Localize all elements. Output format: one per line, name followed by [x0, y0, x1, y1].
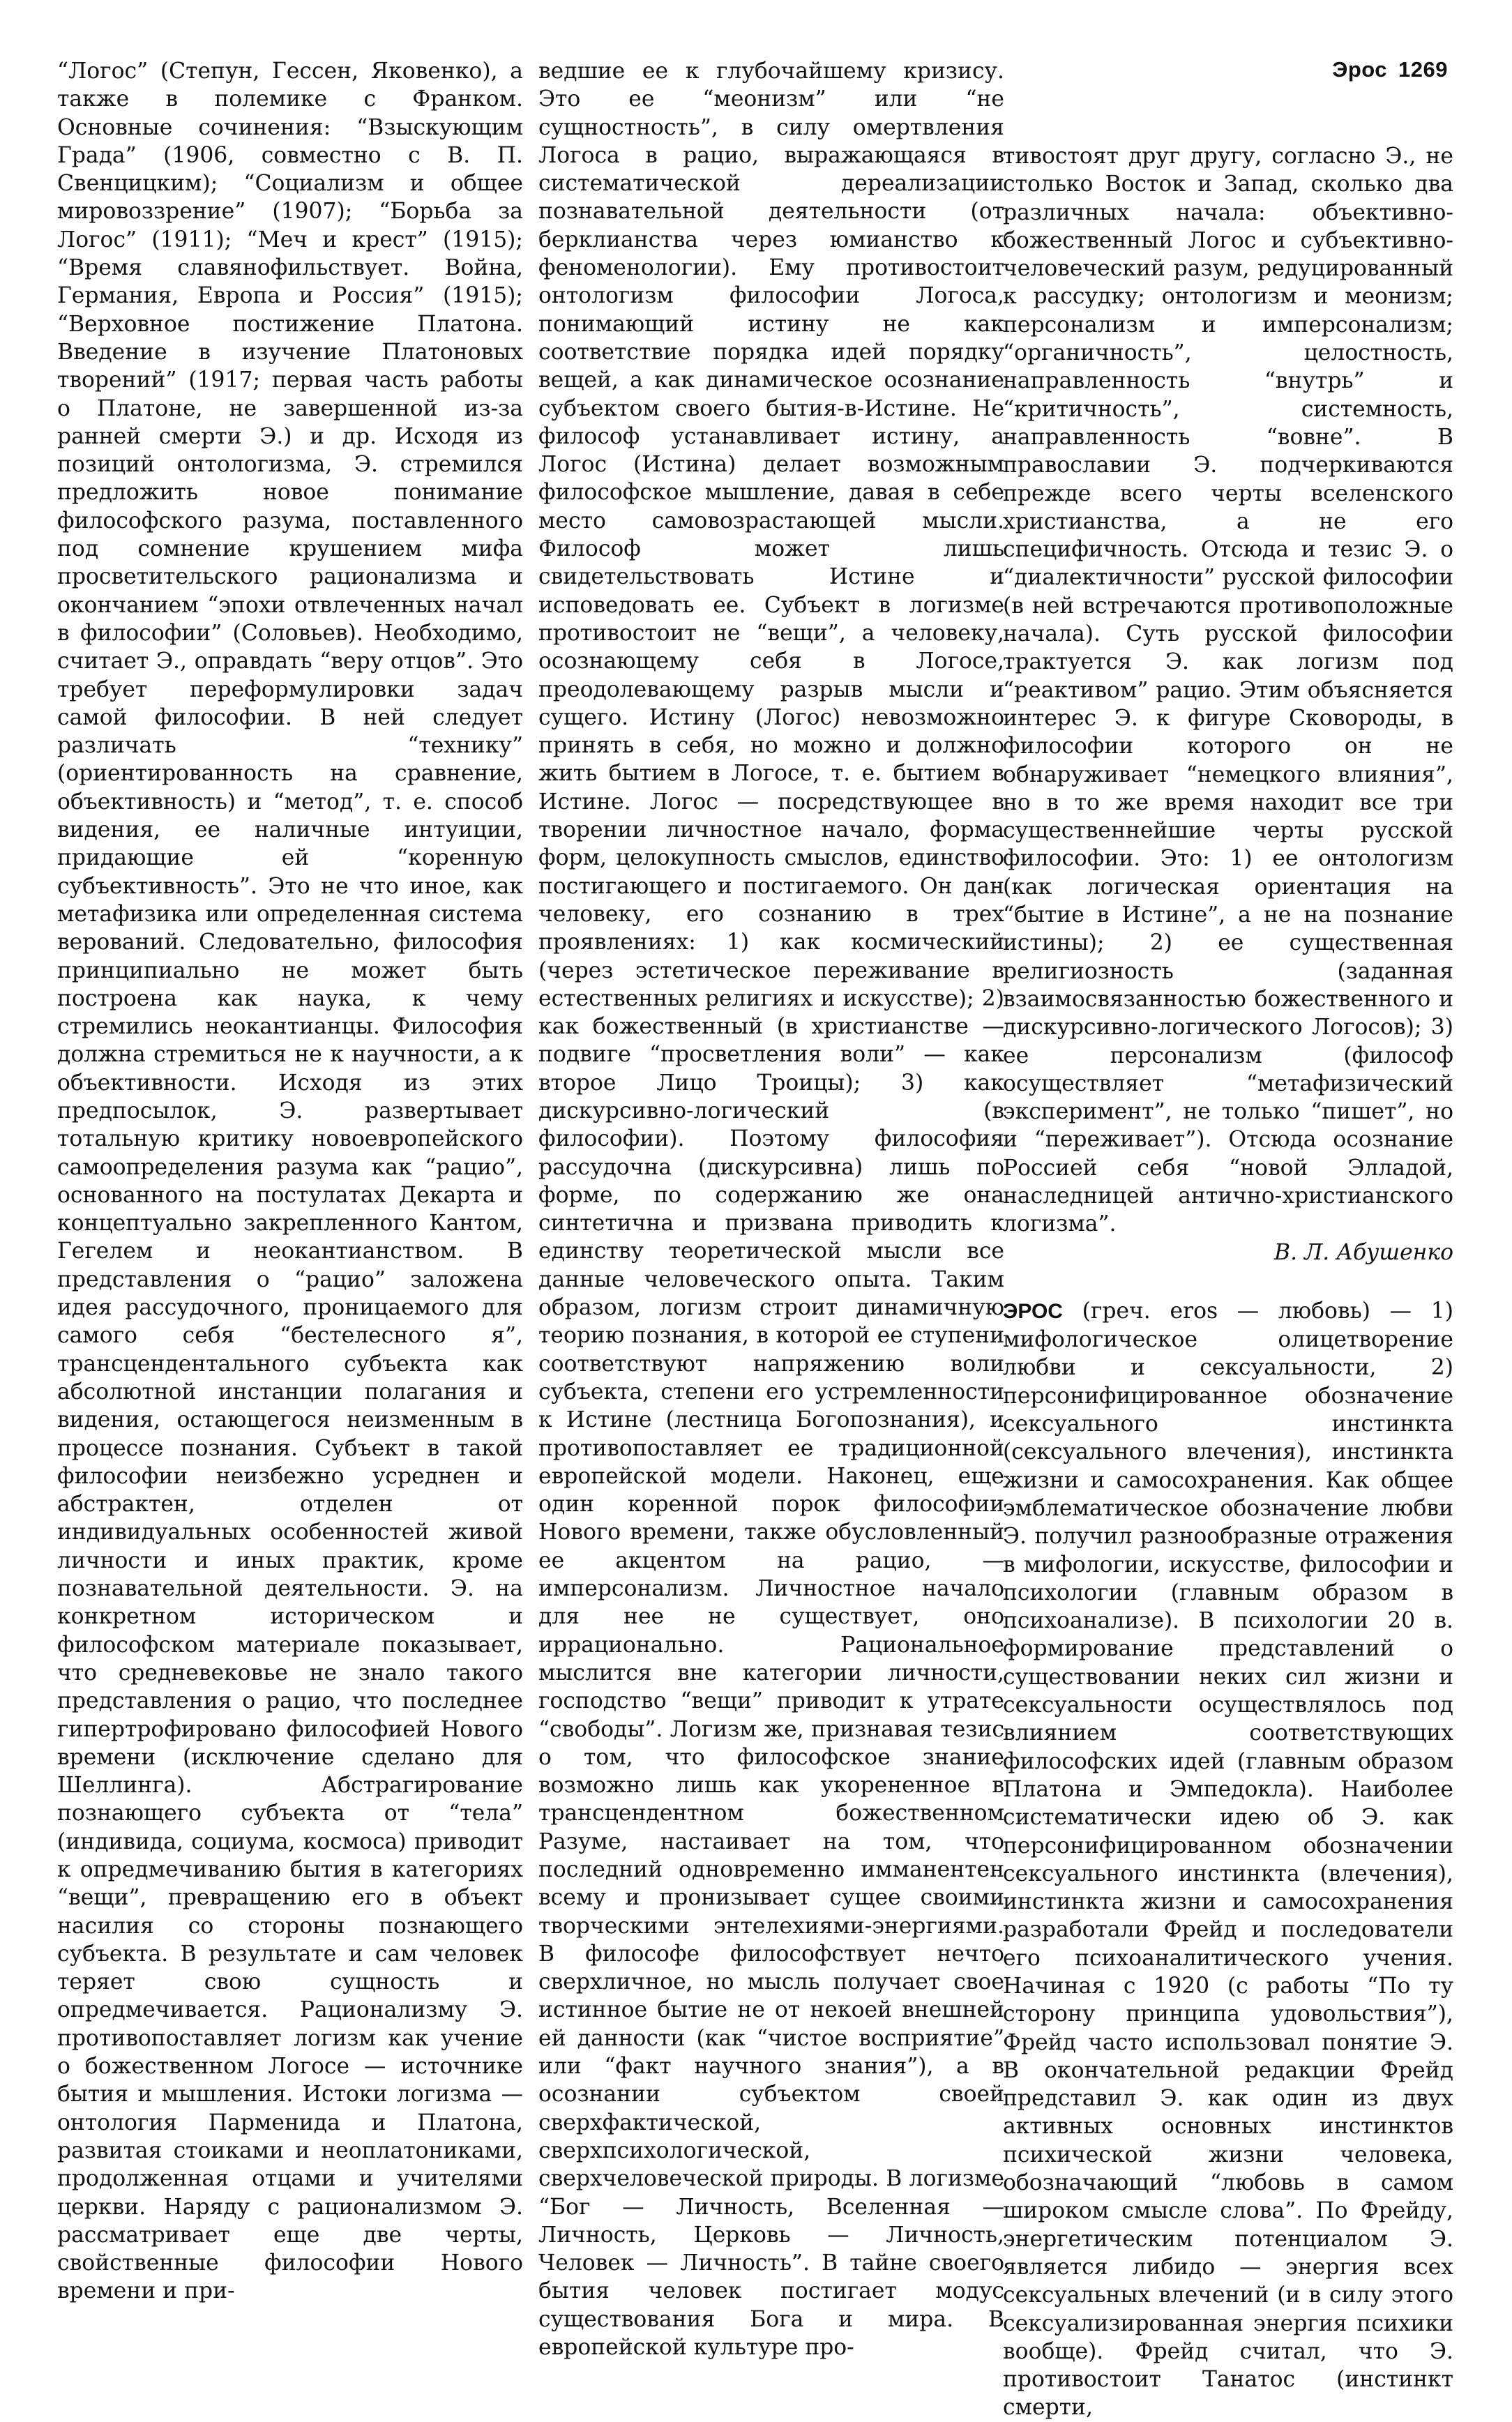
text-column-middle	[538, 57, 1004, 2361]
text-column-right	[1003, 142, 1453, 2422]
running-header	[1332, 57, 1448, 82]
entry-headword: ЭРОС	[1003, 1299, 1063, 1323]
author-signature: В. Л. Абушенко	[1274, 1239, 1453, 1265]
entry-text: (греч. eros — любовь) — 1) мифологическое олицетворение любви и сексуальности, 2) персонифицированное обозначение сексуального инстинкта (сексуального влечения), инстинкта жизни и самосохранения. Как общее эмблематическое обозначение любви Э. получил разнообразные отражения в мифологии, искусстве, философии и психологии (главным образом в психоанализе). В психологии 20 в. формирование представлений о существовании неких сил жизни и сексуальности осуществлялось под влиянием соответствующих философских идей (главным образом Платона и Эмпедокла). Наиболее систематически идею об Э. как персонифицированном обозначении сексуального инстинкта (влечения), инстинкта жизни и самосохранения разработали Фрейд и последователи его психоаналитического учения. Начиная с 1920 (с работы “По ту сторону принципа удовольствия”), Фрейд часто использовал понятие Э. В окончательной редакции Фрейд представил Э. как один из двух активных основных инстинктов психической жизни человека, обозначающий “любовь в самом широком смысле слова”. По Фрейду, энергетическим потенциалом Э. является либидо — энергия всех сексуальных влечений (и в силу этого сексуализированная энергия психики вообще). Фрейд считал, что Э. противостоит Танатос (инстинкт смерти,	[1003, 1298, 1453, 2421]
article-separator	[1003, 1266, 1453, 1297]
page-number: 1269	[1398, 57, 1448, 82]
running-title: Эрос	[1332, 57, 1388, 82]
text-column-left	[57, 57, 523, 2306]
article-paragraph: “Логос” (Степун, Гессен, Яковенко), а также в полемике с Франком. Основные сочинения: “Взыскующим Града” (1906, совместно с В. П. Свенцицким); “Социализм и общее мировоззрение” (1907); “Борьба за Логос” (1911); “Меч и крест” (1915); “Время славянофильствует. Война, Германия, Европа и Россия” (1915); “Верховное постижение Платона. Введение в изучение Платоновых творений” (1917; первая часть работы о Платоне, не завершенной из-за ранней смерти Э.) и др. Исходя из позиций онтологизма, Э. стремился предложить новое понимание философского разума, поставленного под сомнение крушением мифа просветительского рационализма и окончанием “эпохи отвлеченных начал в философии” (Соловьев). Необходимо, считает Э., оправдать “веру отцов”. Это требует переформулировки задач самой философии. В ней следует различать “технику” (ориентированность на сравнение, объективность) и “метод”, т. е. способ видения, ее наличные интуиции, придающие ей “коренную субъективность”. Это не что иное, как метафизика или определенная система верований. Следовательно, философия принципиально не может быть построена как наука, к чему стремились неокантианцы. Философия должна стремиться не к научности, а к объективности. Исходя из этих предпосылок, Э. развертывает тотальную критику новоевропейского самоопределения разума как “рацио”, основанного на постулатах Декарта и концептуально закрепленного Кантом, Гегелем и неокантианством. В представления о “рацио” заложена идея рассудочного, проницаемого для самого себя “бестелесного я”, трансцендентального субъекта как абсолютной инстанции полагания и видения, остающегося неизменным в процессе познания. Субъект в такой философии неизбежно усреднен и абстрактен, отделен от индивидуальных особенностей живой личности и иных практик, кроме познавательной деятельности. Э. на конкретном историческом и философском материале показывает, что средневековье не знало такого представления о рацио, что последнее гипертрофировано философией Нового времени (исключение сделано для Шеллинга). Абстрагирование познающего субъекта от “тела” (индивида, социума, космоса) приводит к опредмечиванию бытия в категориях “вещи”, превращению его в объект насилия со стороны познающего субъекта. В результате и сам человек теряет свою сущность и опредмечивается. Рационализму Э. противопоставляет логизм как учение о божественном Логосе — источнике бытия и мышления. Истоки логизма — онтология Парменида и Платона, развитая стоиками и неоплатониками, продолженная отцами и учителями церкви. Наряду с рационализмом Э. рассматривает еще две черты, свойственные философии Нового времени и при-	[57, 59, 523, 2304]
article-paragraph: тивостоят друг другу, согласно Э., не столько Восток и Запад, сколько два различных начала: объективно-божественный Логос и субъективно-человеческий разум, редуцированный к рассудку; онтологизм и меонизм; персонализм и имперсонализм; “органичность”, целостность, направленность “внутрь” и “критичность”, системность, направленность “вовне”. В православии Э. подчеркиваются прежде всего черты вселенского христианства, а не его специфичность. Отсюда и тезис Э. о “диалектичности” русской философии (в ней встречаются противоположные начала). Суть русской философии трактуется Э. как логизм под “реактивом” рацио. Этим объясняется интерес Э. к фигуре Сковороды, в философии которого он не обнаруживает “немецкого влияния”, но в то же время находит все три существеннейшие черты русской философии. Это: 1) ее онтологизм (как логическая ориентация на “бытие в Истине”, а не на познание истины); 2) ее существенная религиозность (заданная взаимосвязанностью божественного и дискурсивно-логического Логосов); 3) ее персонализм (философ осуществляет “метафизический эксперимент”, не только “пишет”, но и “переживает”). Отсюда осознание Россией себя “новой Элладой, наследницей антично-христианского логизма”.	[1003, 144, 1453, 1237]
article-paragraph: ведшие ее к глубочайшему кризису. Это ее “меонизм” или “не сущностность”, в силу омертвления Логоса в рацио, выражающаяся в систематической дереализации познавательной деятельности (от берклианства через юмианство к феноменологии). Ему противостоит онтологизм философии Логоса, понимающий истину не как соответствие порядка идей порядку вещей, а как динамическое осознание субъектом своего бытия-в-Истине. Не философ устанавливает истину, а Логос (Истина) делает возможным философское мышление, давая в себе место самовозрастающей мысли. Философ может лишь свидетельствовать Истине и исповедовать ее. Субъект в логизме противостоит не “вещи”, а человеку, осознающему себя в Логосе, преодолевающему разрыв мысли и сущего. Истину (Логос) невозможно принять в себя, но можно и должно жить бытием в Логосе, т. е. бытием в Истине. Логос — посредствующее в творении личностное начало, форма форм, целокупность смыслов, единство постигающего и постигаемого. Он дан человеку, его сознанию в трех проявлениях: 1) как космический (через эстетическое переживание в естественных религиях и искусстве); 2) как божественный (в христианстве — подвиге “просветления воли” — как второе Лицо Троицы); 3) как дискурсивно-логический (в философии). Поэтому философия рассудочна (дискурсивна) лишь по форме, по содержанию же она синтетична и призвана приводить к единству теоретической мысли все данные человеческого опыта. Таким образом, логизм строит динамичную теорию познания, в которой ее ступени соответствуют напряжению воли субъекта, степени его устремленности к Истине (лестница Богопознания), и противопоставляет ее традиционной европейской модели. Наконец, еще один коренной порок философии Нового времени, также обусловленный ее акцентом на рацио, — имперсонализм. Личностное начало для нее не существует, оно иррационально. Рациональное мыслится вне категории личности, господство “вещи” приводит к утрате “свободы”. Логизм же, признавая тезис о том, что философское знание возможно лишь как укорененное в трансцендентном божественном Разуме, настаивает на том, что последний одновременно имманентен всему и пронизывает сущее своими творческими энтелехиями-энергиями. В философе философствует нечто сверхличное, но мысль получает свое истинное бытие не от некоей внешней ей данности (как “чистое восприятие” или “факт научного знания”), а в осознании субъектом своей сверхфактической, сверхпсихологической, сверхчеловеческой природы. В логизме “Бог — Личность, Вселенная — Личность, Церковь — Личность, Человек — Личность”. В тайне своего бытия человек постигает модус существования Бога и мира. В европейской культуре про-	[538, 59, 1004, 2361]
entry-paragraph	[1003, 1297, 1453, 2422]
